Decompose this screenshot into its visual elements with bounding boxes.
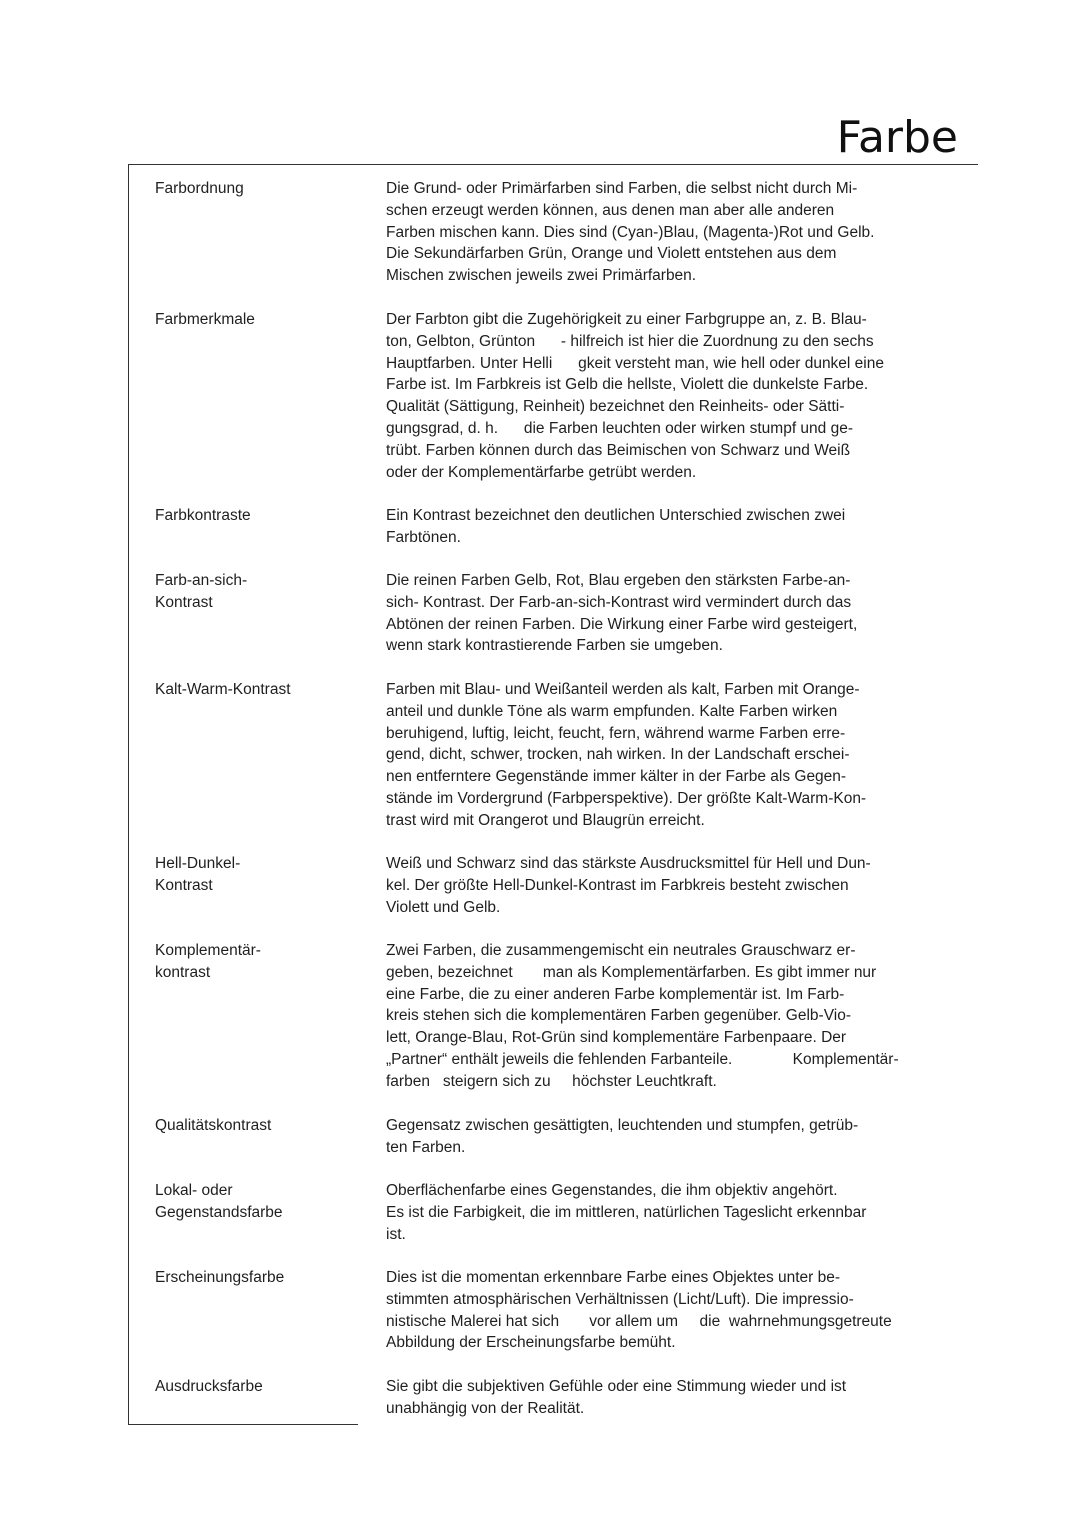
term-kalt-warm-kontrast xyxy=(155,679,365,701)
definition-line: trübt. Farben können durch das Beimischen von Schwarz und Weiß xyxy=(386,441,851,459)
definition-line: Oberflächenfarbe eines Gegenstandes, die ihm objektiv angehört. xyxy=(386,1182,838,1199)
definition-line: Zwei Farben, die zusammengemischt ein neutrales Grauschwarz er- xyxy=(386,942,856,959)
term-line: Kalt-Warm-Kontrast xyxy=(155,681,291,698)
term-hell-dunkel-kontrast xyxy=(155,853,365,897)
left-rule xyxy=(128,164,129,1425)
term-line: Erscheinungsfarbe xyxy=(155,1269,285,1286)
definition-line: eine Farbe, die zu einer anderen Farbe komplementär ist. Im Farb- xyxy=(386,985,845,1003)
definition-line: ton, Gelbton, Grünton - hilfreich ist hier die Zuordnung zu den sechs xyxy=(386,332,874,350)
definition-line: Die Sekundärfarben Grün, Orange und Violett entstehen aus dem xyxy=(386,245,837,263)
definition-line: ist. xyxy=(386,1225,406,1243)
term-farb-an-sich-kontrast xyxy=(155,570,365,614)
definition-line: Qualität (Sättigung, Reinheit) bezeichnet den Reinheits- oder Sätti- xyxy=(386,398,845,416)
definition-line: gungsgrad, d. h. die Farben leuchten oder wirken stumpf und ge- xyxy=(386,419,853,437)
definition-line: Es ist die Farbigkeit, die im mittleren, natürlichen Tageslicht erkennbar xyxy=(386,1203,867,1221)
definition-line: Abtönen der reinen Farben. Die Wirkung einer Farbe wird gesteigert, xyxy=(386,615,858,633)
term-lokal-oder-gegenstandsfarbe xyxy=(155,1180,365,1224)
definition-line: Hauptfarben. Unter Helli gkeit versteht man, wie hell oder dunkel eine xyxy=(386,354,884,372)
term-line: Lokal- oder xyxy=(155,1182,233,1199)
term-ausdrucksfarbe xyxy=(155,1376,365,1398)
definition-line: Gegensatz zwischen gesättigten, leuchtenden und stumpfen, getrüb- xyxy=(386,1117,859,1134)
definition-line: Der Farbton gibt die Zugehörigkeit zu einer Farbgruppe an, z. B. Blau- xyxy=(386,311,867,328)
definition-farb-an-sich-kontrast xyxy=(386,570,934,657)
definition-lokal-oder-gegenstandsfarbe xyxy=(386,1180,934,1245)
definition-farbordnung xyxy=(386,178,934,287)
definition-line: Mischen zwischen jeweils zwei Primärfarben. xyxy=(386,267,697,285)
definition-line: Farbe ist. Im Farbkreis ist Gelb die hellste, Violett die dunkelste Farbe. xyxy=(386,376,869,394)
term-line: Farbkontraste xyxy=(155,507,251,524)
term-qualitaetskontrast xyxy=(155,1115,365,1137)
term-line: Qualitätskontrast xyxy=(155,1117,272,1134)
term-line: kontrast xyxy=(155,964,211,981)
definition-komplementaerkontrast xyxy=(386,940,934,1093)
definition-line: oder der Komplementärfarbe getrübt werden. xyxy=(386,463,697,481)
definition-line: Farbtönen. xyxy=(386,528,461,546)
definition-line: Abbildung der Erscheinungsfarbe bemüht. xyxy=(386,1334,676,1352)
definition-line: Farben mischen kann. Dies sind (Cyan-)Blau, (Magenta-)Rot und Gelb. xyxy=(386,223,875,241)
term-line: Ausdrucksfarbe xyxy=(155,1378,263,1395)
definition-line: geben, bezeichnet man als Komplementärfarben. Es gibt immer nur xyxy=(386,963,877,981)
term-line: Hell-Dunkel- xyxy=(155,855,241,872)
definition-line: kreis stehen sich die komplementären Farben gegenüber. Gelb-Vio- xyxy=(386,1007,851,1025)
definition-line: nen entferntere Gegenstände immer kälter in der Farbe als Gegen- xyxy=(386,768,847,786)
definition-line: anteil und dunkle Töne als warm empfunden. Kalte Farben wirken xyxy=(386,702,838,720)
term-line: Komplementär- xyxy=(155,942,261,959)
definition-line: kel. Der größte Hell-Dunkel-Kontrast im Farbkreis besteht zwischen xyxy=(386,876,849,894)
definition-line: farben steigern sich zu höchster Leuchtkraft. xyxy=(386,1072,717,1090)
definition-line: lett, Orange-Blau, Rot-Grün sind komplementäre Farbenpaare. Der xyxy=(386,1029,847,1047)
definition-line: ten Farben. xyxy=(386,1138,466,1156)
title-rule xyxy=(128,164,978,165)
definition-line: beruhigend, luftig, leicht, feucht, fern, während warme Farben erre- xyxy=(386,724,846,742)
term-erscheinungsfarbe xyxy=(155,1267,365,1289)
definition-line: „Partner“ enthält jeweils die fehlenden Farbanteile. Komplementär- xyxy=(386,1050,899,1068)
definition-line: Die Grund- oder Primärfarben sind Farben, die selbst nicht durch Mi- xyxy=(386,180,858,197)
definition-erscheinungsfarbe xyxy=(386,1267,934,1354)
definition-line: trast wird mit Orangerot und Blaugrün erreicht. xyxy=(386,811,705,829)
definition-line: stimmten atmosphärischen Verhältnissen (Licht/Luft). Die impressio- xyxy=(386,1290,854,1308)
definition-line: Farben mit Blau- und Weißanteil werden als kalt, Farben mit Orange- xyxy=(386,681,860,698)
term-line: Kontrast xyxy=(155,594,213,611)
term-line: Farbmerkmale xyxy=(155,311,255,328)
bottom-rule xyxy=(128,1424,358,1425)
definition-qualitaetskontrast xyxy=(386,1115,934,1159)
definition-kalt-warm-kontrast xyxy=(386,679,934,832)
term-line: Farbordnung xyxy=(155,180,244,197)
definition-line: nistische Malerei hat sich vor allem um die wahrnehmungsgetreute xyxy=(386,1312,892,1330)
definition-farbmerkmale xyxy=(386,309,934,483)
term-farbmerkmale xyxy=(155,309,365,331)
term-line: Gegenstandsfarbe xyxy=(155,1204,283,1221)
definition-line: Die reinen Farben Gelb, Rot, Blau ergeben den stärksten Farbe-an- xyxy=(386,572,851,589)
term-komplementaerkontrast xyxy=(155,940,365,984)
definition-line: Sie gibt die subjektiven Gefühle oder eine Stimmung wieder und ist xyxy=(386,1378,847,1395)
term-farbordnung xyxy=(155,178,365,200)
definition-line: Violett und Gelb. xyxy=(386,898,501,916)
definition-ausdrucksfarbe xyxy=(386,1376,934,1420)
definition-line: stände im Vordergrund (Farbperspektive). Der größte Kalt-Warm-Kon- xyxy=(386,789,867,807)
definition-line: unabhängig von der Realität. xyxy=(386,1399,585,1417)
term-line: Kontrast xyxy=(155,877,213,894)
definition-hell-dunkel-kontrast xyxy=(386,853,934,918)
term-line: Farb-an-sich- xyxy=(155,572,248,589)
definition-line: wenn stark kontrastierende Farben sie umgeben. xyxy=(386,637,723,655)
definition-line: sich- Kontrast. Der Farb-an-sich-Kontrast wird vermindert durch das xyxy=(386,593,852,611)
definition-line: schen erzeugt werden können, aus denen man aber alle anderen xyxy=(386,201,835,219)
page-title: Farbe xyxy=(836,112,958,163)
definition-line: Weiß und Schwarz sind das stärkste Ausdrucksmittel für Hell und Dun- xyxy=(386,855,871,872)
definition-line: Dies ist die momentan erkennbare Farbe eines Objektes unter be- xyxy=(386,1269,841,1286)
definition-line: gend, dicht, schwer, trocken, nah wirken. In der Landschaft erschei- xyxy=(386,746,850,764)
term-farbkontraste xyxy=(155,505,365,527)
definition-farbkontraste xyxy=(386,505,934,549)
definition-line: Ein Kontrast bezeichnet den deutlichen Unterschied zwischen zwei xyxy=(386,507,846,524)
